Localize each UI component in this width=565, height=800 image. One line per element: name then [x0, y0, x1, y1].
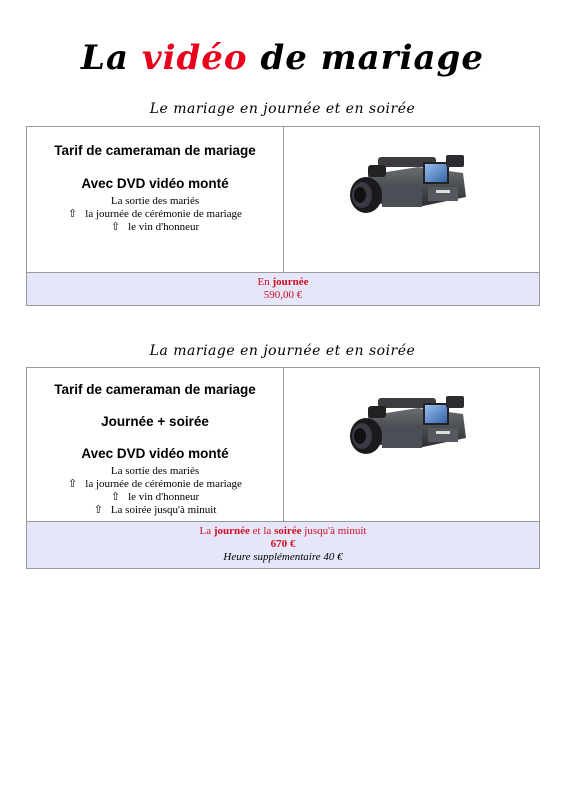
block2-content-row — [27, 368, 539, 522]
title-words-de-mariage: de mariage — [260, 38, 484, 78]
block2-price-amount: 670 € — [270, 538, 296, 550]
up-arrow-icon: ⇧ — [68, 478, 78, 490]
block2-subtitle: La mariage en journée et en soirée — [149, 343, 416, 359]
title-word-video: vidéo — [141, 38, 248, 78]
list-item: La sortie des mariés — [110, 465, 200, 477]
list-item: ⇧ le vin d'honneur — [110, 491, 200, 503]
list-item: ⇧ la journée de cérémonie de mariage — [68, 478, 242, 490]
up-arrow-icon: ⇧ — [110, 491, 121, 503]
block1-heading-tarif: Tarif de cameraman de mariage — [54, 143, 256, 158]
highlight-journee: journée — [213, 525, 250, 537]
up-arrow-icon: ⇧ — [93, 504, 103, 516]
list-item: ⇧ la journée de cérémonie de mariage — [68, 208, 242, 220]
camcorder-image — [348, 145, 478, 229]
block2-extra-hour-note: Heure supplémentaire 40 € — [223, 551, 343, 563]
block2-price — [27, 522, 539, 568]
camcorder-image — [348, 386, 478, 470]
list-item: La sortie des mariés — [110, 195, 200, 207]
list-item: ⇧ le vin d'honneur — [110, 221, 200, 233]
highlight-journee: journée — [272, 276, 309, 288]
page-title — [0, 38, 565, 78]
block2-image-cell — [284, 368, 539, 521]
title-word-la: La — [81, 38, 129, 78]
block2-price-line: La journée et la soirée jusqu'à minuit — [199, 525, 367, 537]
block1-heading-dvd: Avec DVD vidéo monté — [81, 176, 229, 191]
block1-item-list — [27, 195, 283, 234]
block2-item-list — [27, 465, 283, 517]
pricing-block-day — [26, 126, 540, 306]
up-arrow-icon: ⇧ — [110, 221, 121, 233]
block1-price-line: En journée — [257, 276, 309, 288]
pricing-block-day-evening — [26, 367, 540, 569]
up-arrow-icon: ⇧ — [68, 208, 78, 220]
block2-description — [27, 368, 284, 521]
block1-description — [27, 127, 284, 272]
list-item: ⇧ La soirée jusqu'à minuit — [93, 504, 217, 516]
block1-price — [27, 273, 539, 305]
block1-price-amount: 590,00 € — [263, 289, 303, 301]
block1-subtitle: Le mariage en journée et en soirée — [149, 101, 416, 117]
highlight-soiree: soirée — [274, 525, 302, 537]
block2-heading-tarif: Tarif de cameraman de mariage — [54, 382, 256, 397]
block1-content-row — [27, 127, 539, 273]
block2-heading-dvd: Avec DVD vidéo monté — [81, 446, 229, 461]
block2-heading-journee-soiree: Journée + soirée — [101, 414, 209, 429]
block1-image-cell — [284, 127, 539, 272]
